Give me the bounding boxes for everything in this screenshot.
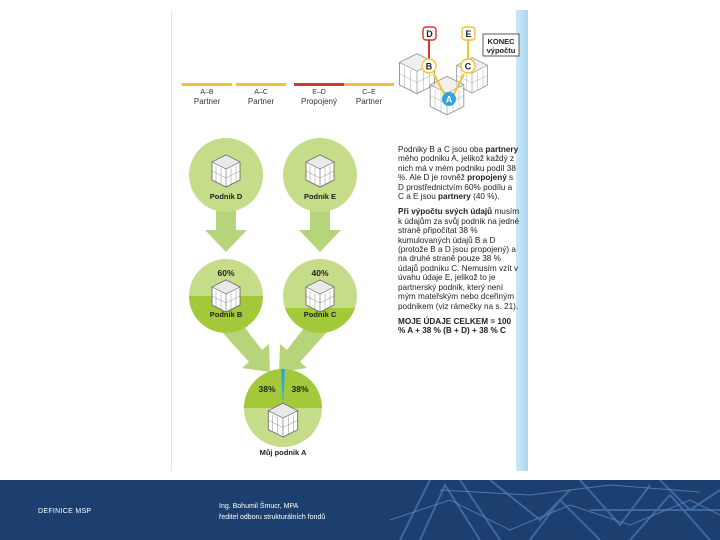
enterprise-c xyxy=(283,259,357,333)
legend-code: A–C xyxy=(254,89,268,96)
explanation-paragraph-1 xyxy=(398,145,520,201)
enterprise-c-label: Podnik C xyxy=(303,310,337,319)
enterprise-b xyxy=(189,259,263,333)
mini-node-e-label: E xyxy=(465,29,472,39)
enterprise-a xyxy=(244,369,322,457)
building-icon xyxy=(306,280,334,312)
text-fragment: Podniky B a C jsou oba xyxy=(398,145,486,154)
enterprise-c-percent: 40% xyxy=(311,268,329,278)
footer-author-role: ředitel odboru strukturálních fondů xyxy=(219,514,326,521)
mini-node-a-label: A xyxy=(445,94,453,105)
legend-code: E–D xyxy=(312,89,326,96)
legend-label: Partner xyxy=(247,97,275,106)
enterprise-b-percent: 60% xyxy=(217,268,235,278)
text-fragment: mého podniku A, jelikož každý z nich má v mém podniku podíl 38 %. Ale D je rovněž xyxy=(398,154,516,183)
total-formula: MOJE ÚDAJE CELKEM = 100 % A + 38 % (B + D) + 38 % C xyxy=(398,316,512,336)
explanation-text xyxy=(398,145,520,342)
legend-label: Partner xyxy=(193,97,221,106)
enterprise-e-label: Podnik E xyxy=(303,192,337,201)
arrow-e-c xyxy=(299,210,341,252)
text-emphasis: Při výpočtu svých údajů xyxy=(398,207,493,217)
building-icon xyxy=(268,403,297,437)
mini-node-d-label: D xyxy=(426,29,433,39)
footer-network-pattern xyxy=(390,480,720,540)
slide-figure xyxy=(171,10,528,471)
mini-node-c-label: C xyxy=(464,61,472,72)
mini-node-b-label: B xyxy=(425,61,433,72)
text-emphasis: partnery xyxy=(438,192,471,202)
konec-label-line1: KONEC xyxy=(487,37,515,46)
text-fragment: s D prostřednictvím 60% podílu a C a E jsou xyxy=(398,173,514,202)
building-icon xyxy=(212,155,240,187)
legend-label: Propojený xyxy=(300,97,338,106)
enterprise-d xyxy=(189,138,263,212)
footer-section-label: DEFINICE MSP xyxy=(38,508,92,515)
explanation-paragraph-2 xyxy=(398,207,520,310)
mini-structure-diagram xyxy=(400,27,520,115)
text-fragment: musím k údajům za svůj podnik na jedné straně připočítat 38 % kumulovaných údajů B a D (protože B a D jsou propojený) a na druhé straně pouze 38 % údajů podniku C. Nemusím vzít v úvahu údaje E, jelikož to je partnerský podnik, který není mým mateřským nebo dceřiným podnikem (viz rámečky na s. 21). xyxy=(398,207,520,311)
footer-author xyxy=(219,501,325,523)
legend-code: A–B xyxy=(200,89,214,96)
enterprise-d-label: Podnik D xyxy=(209,192,243,201)
enterprise-a-right-percent: 38% xyxy=(291,384,309,394)
enterprise-a-left-percent: 38% xyxy=(258,384,276,394)
footer-bar xyxy=(0,480,720,540)
legend-label: Partner xyxy=(355,97,383,106)
text-fragment: (40 %). xyxy=(470,192,500,202)
text-emphasis: partnery xyxy=(485,145,519,154)
arrow-d-b xyxy=(205,210,247,252)
konec-label-line2: výpočtu xyxy=(486,46,516,55)
building-icon xyxy=(212,280,240,312)
footer-author-name: Ing. Bohumil Šmucr, MPA xyxy=(219,503,299,510)
enterprise-a-label: Můj podnik A xyxy=(259,448,307,457)
enterprise-e xyxy=(283,138,357,212)
enterprise-b-label: Podnik B xyxy=(209,310,243,319)
legend-code: C–E xyxy=(362,89,376,96)
building-icon xyxy=(306,155,334,187)
text-emphasis: propojený xyxy=(467,173,507,183)
